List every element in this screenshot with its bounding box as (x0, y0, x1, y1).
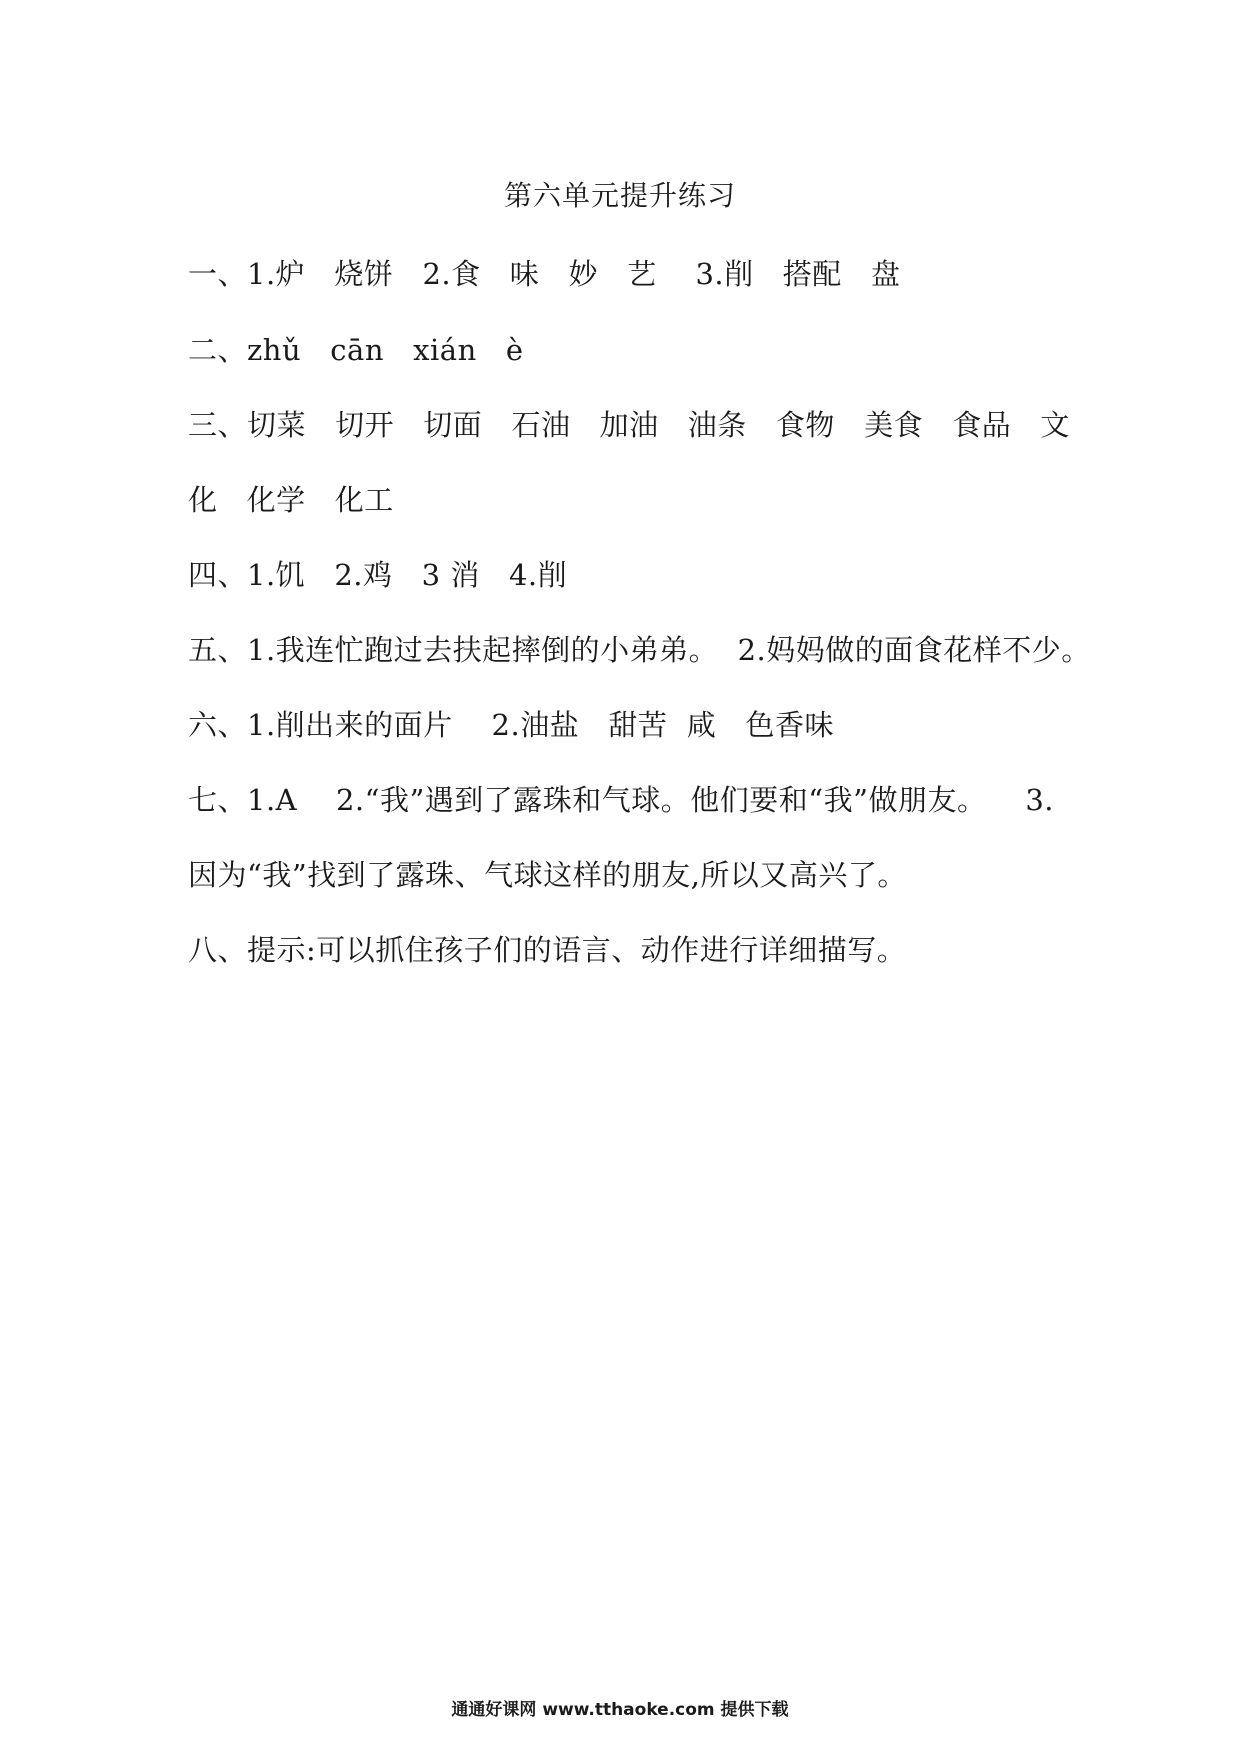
answer-line-3: 三、切菜 切开 切面 石油 加油 油条 食物 美食 食品 文 (188, 408, 1070, 442)
footer-watermark: 通通好课网 www.tthaoke.com 提供下载 (451, 1700, 789, 1720)
answer-line-1: 一、1.炉 烧饼 2.食 味 妙 艺 3.削 搭配 盘 (188, 257, 901, 291)
answer-line-9: 因为“我”找到了露珠、气球这样的朋友,所以又高兴了。 (188, 858, 907, 892)
answer-line-2: 二、zhǔ cān xián è (188, 333, 524, 367)
answer-line-10: 八、提示:可以抓住孩子们的语言、动作进行详细描写。 (188, 933, 907, 967)
page-title: 第六单元提升练习 (503, 179, 736, 212)
answer-line-5: 四、1.饥 2.鸡 3 消 4.削 (188, 558, 568, 592)
answer-line-7: 六、1.削出来的面片 2.油盐 甜苦 咸 色香味 (188, 708, 834, 742)
answer-line-6: 五、1.我连忙跑过去扶起摔倒的小弟弟。 2.妈妈做的面食花样不少。 (188, 633, 1091, 667)
answer-line-4: 化 化学 化工 (188, 483, 394, 517)
answer-line-8: 七、1.A 2.“我”遇到了露珠和气球。他们要和“我”做朋友。 3. (188, 783, 1054, 817)
